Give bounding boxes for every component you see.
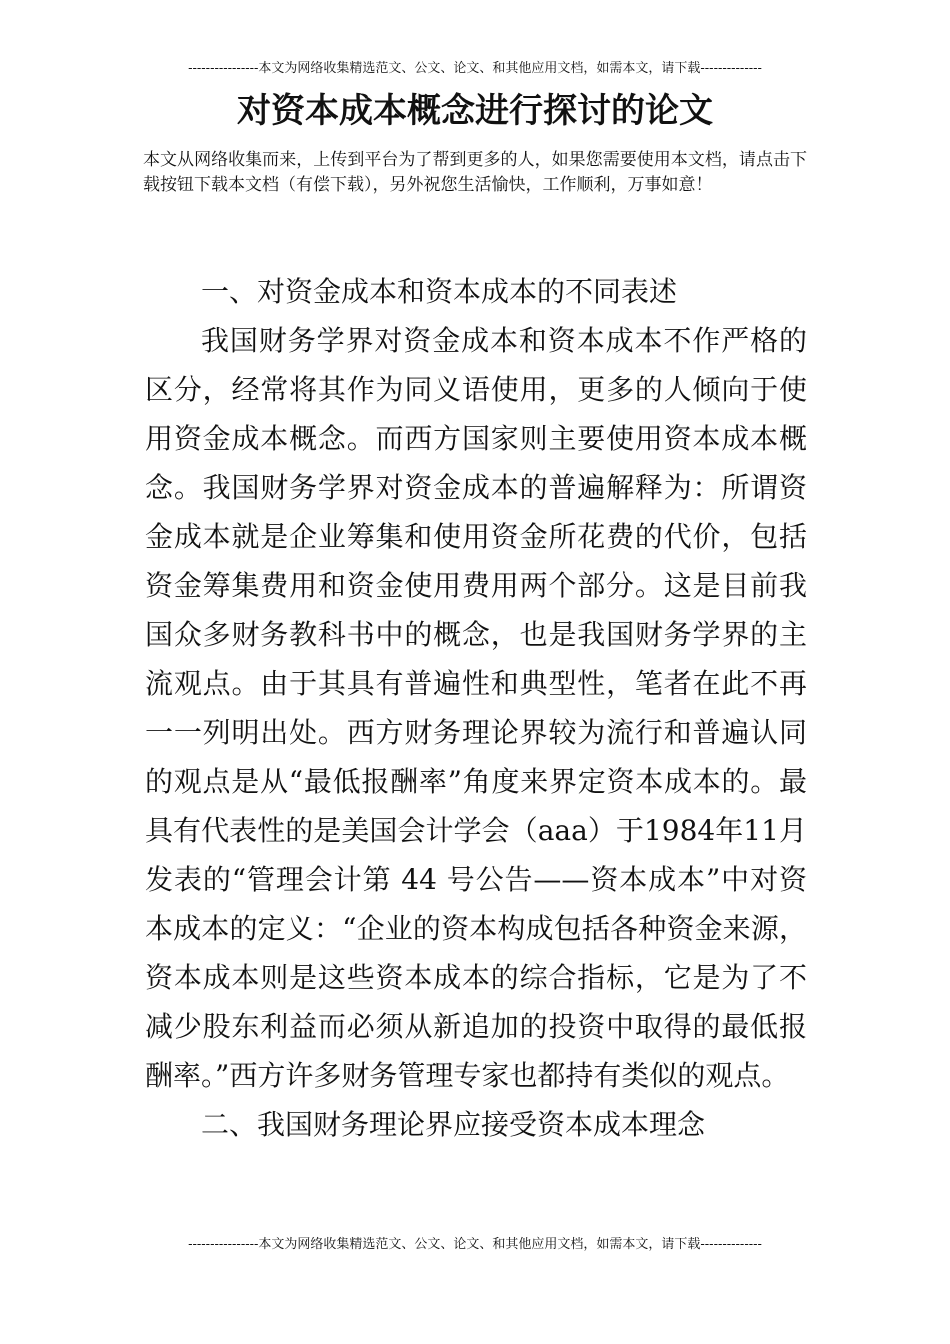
intro-notice: 本文从网络收集而来，上传到平台为了帮到更多的人，如果您需要使用本文档，请点击下载按钮下载本文档（有偿下载），另外祝您生活愉快，工作顺利，万事如意！	[143, 150, 807, 195]
section-2-heading: 二、我国财务理论界应接受资本成本理念	[201, 1108, 706, 1141]
section-1-paragraph: 我国财务学界对资金成本和资本成本不作严格的区分，经常将其作为同义语使用，更多的人倾向于使用资金成本概念。而西方国家则主要使用资本成本概念。我国财务学界对资金成本的普遍解释为：所谓资金成本就是企业筹集和使用资金所花费的代价，包括资金筹集费用和资金使用费用两个部分。这是目前我国众多财务教科书中的概念，也是我国财务学界的主流观点。由于其具有普遍性和典型性，笔者在此不再一一列明出处。西方财务理论界较为流行和普遍认同的观点是从“最低报酬率”角度来界定资本成本的。最具有代表性的是美国会计学会（aaa）于1984年11月发表的“管理会计第 44 号公告——资本成本”中对资本成本的定义：“企业的资本构成包括各种资金来源，资本成本则是这些资本成本的综合指标，它是为了不减少股东利益而必须从新追加的投资中取得的最低报酬率。”西方许多财务管理专家也都持有类似的观点。	[145, 324, 807, 1092]
section-1-heading: 一、对资金成本和资本成本的不同表述	[201, 275, 678, 308]
footer-banner: ----------------本文为网络收集精选范文、公文、论文、和其他应用文档，如需本文，请下载--------------	[188, 1237, 762, 1252]
header-banner: ----------------本文为网络收集精选范文、公文、论文、和其他应用文档，如需本文，请下载--------------	[188, 61, 762, 76]
document-title: 对资本成本概念进行探讨的论文	[237, 91, 713, 131]
document-body	[145, 267, 807, 1149]
